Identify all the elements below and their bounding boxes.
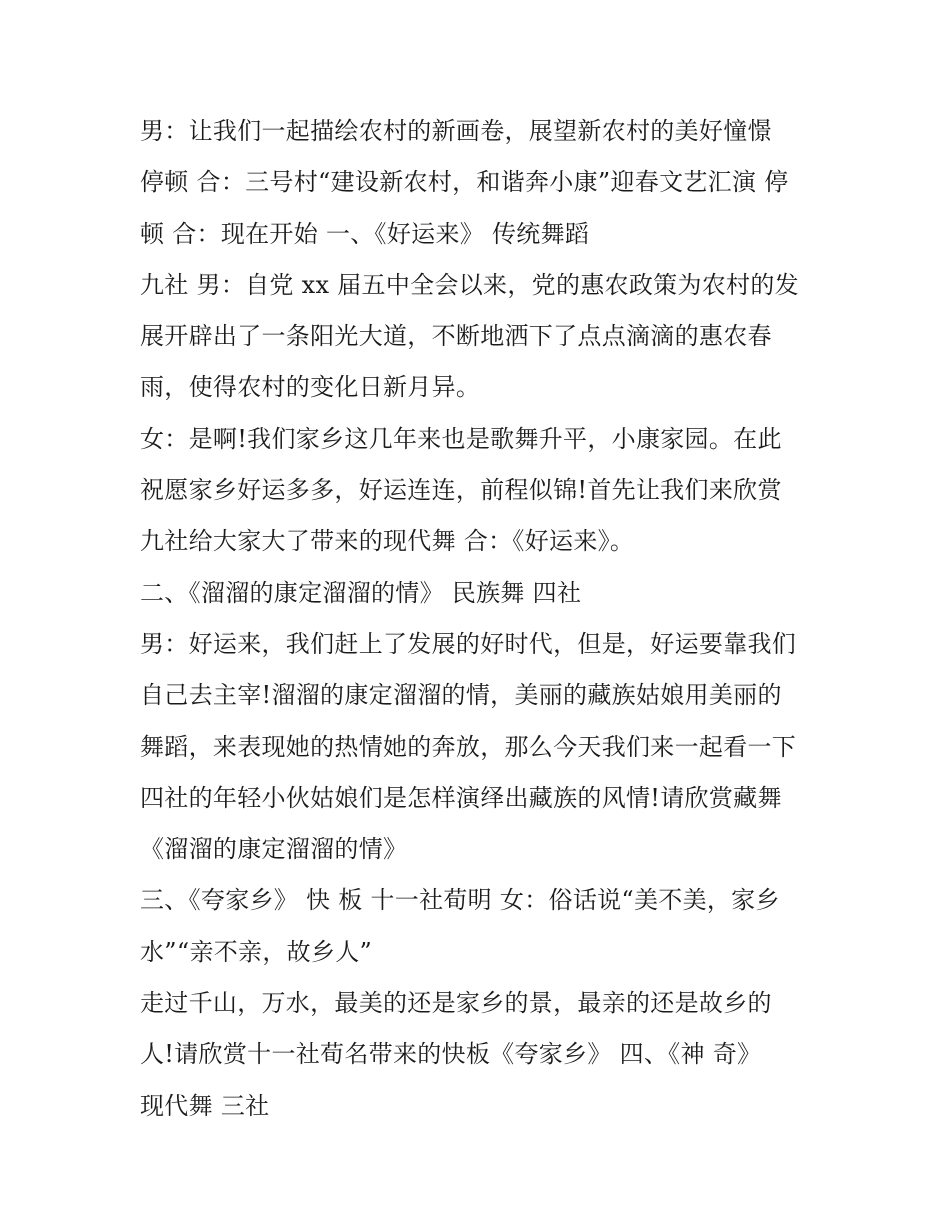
text-line: 九社 男：自党 xx 届五中全会以来，党的惠农政策为农村的发: [140, 270, 799, 299]
text-line: 女：是啊!我们家乡这几年来也是歌舞升平，小康家园。在此: [140, 424, 782, 453]
text-line: 男：让我们一起描绘农村的新画卷，展望新农村的美好憧憬: [140, 117, 772, 145]
text-line: 人!请欣赏十一社荀名带来的快板《夸家乡》 四、《神 奇》: [140, 1040, 762, 1069]
text-line: 顿 合：现在开始 一、《好运来》 传统舞蹈: [140, 219, 590, 248]
text-line: 二、《溜溜的康定溜溜的情》 民族舞 四社: [140, 578, 582, 607]
document-body: [140, 106, 820, 1132]
text-line: 三、《夸家乡》 快 板 十一社荀明 女：俗话说“美不美，家乡: [140, 886, 780, 915]
text-line: 水”“亲不亲，故乡人”: [140, 937, 373, 966]
text-line: 四社的年轻小伙姑娘们是怎样演绎出藏族的风情!请欣赏藏舞: [140, 783, 782, 812]
text-line: 自己去主宰!溜溜的康定溜溜的情，美丽的藏族姑娘用美丽的: [140, 681, 782, 710]
text-line: 现代舞 三社: [140, 1091, 270, 1120]
text-line: 舞蹈，来表现她的热情她的奔放，那么今天我们来一起看一下: [140, 732, 797, 761]
text-line: 雨，使得农村的变化日新月异。: [140, 373, 481, 402]
text-line: 九社给大家大了带来的现代舞 合：《好运来》。: [140, 527, 635, 556]
text-line: 祝愿家乡好运多多，好运连连，前程似锦!首先让我们来欣赏: [140, 476, 782, 505]
text-line: 《溜溜的康定溜溜的情》: [140, 835, 408, 864]
text-line: 停顿 合：三号村“建设新农村，和谐奔小康”迎春文艺汇演 停: [140, 168, 789, 197]
text-line: 展开辟出了一条阳光大道，不断地洒下了点点滴滴的惠农春: [140, 322, 772, 351]
text-line: 男：好运来，我们赶上了发展的好时代，但是，好运要靠我们: [140, 629, 797, 658]
text-line: 走过千山，万水，最美的还是家乡的景，最亲的还是故乡的: [140, 989, 772, 1018]
